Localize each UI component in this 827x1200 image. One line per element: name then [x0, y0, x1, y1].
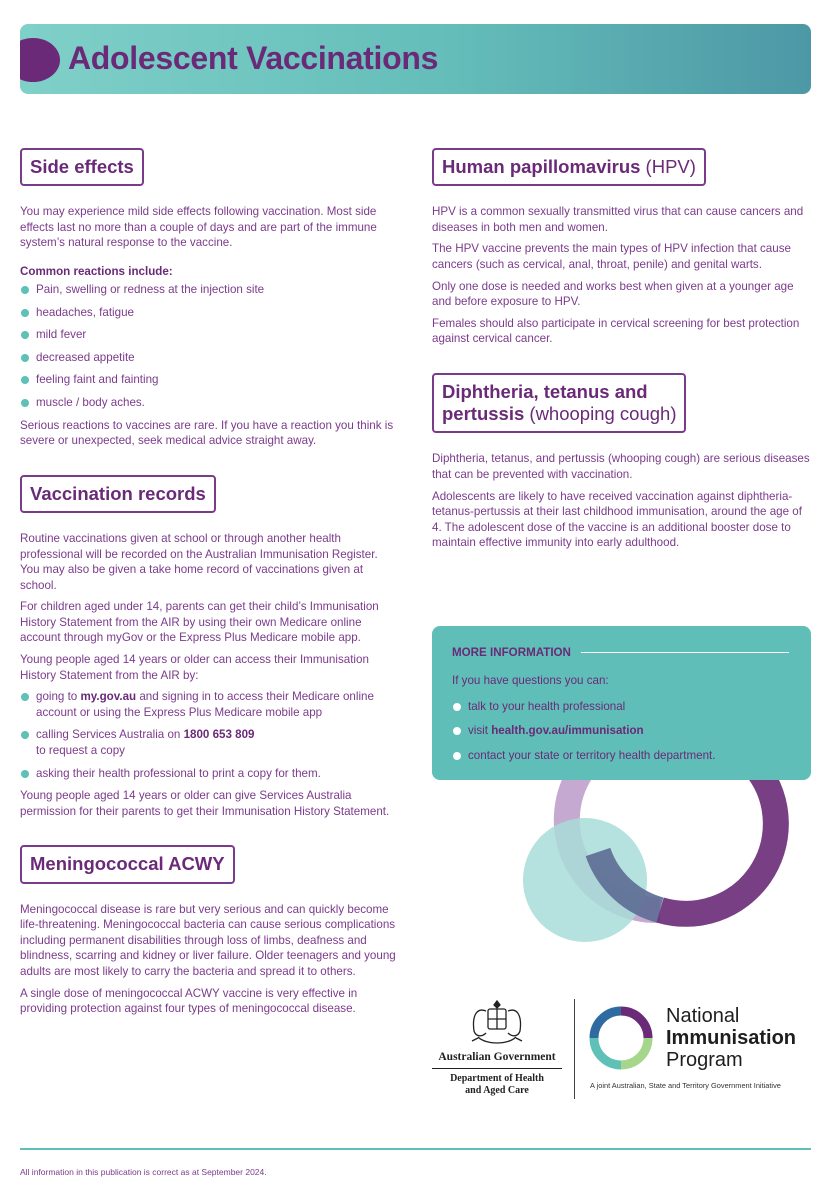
list-item: contact your state or territory health department.: [452, 748, 791, 764]
meningococcal-section: [20, 845, 400, 1016]
decorative-rings: [510, 760, 790, 950]
bullet-dot-icon: [21, 731, 29, 739]
logo-divider: [574, 999, 575, 1099]
bullet-dot-icon: [21, 286, 29, 294]
reactions-subheading: Common reactions include:: [20, 264, 173, 278]
bullet-dot-icon: [21, 399, 29, 407]
footer-rule: [20, 1148, 811, 1150]
list-item: talk to your health professional: [452, 699, 791, 715]
footer-note: All information in this publication is correct as at September 2024.: [20, 1167, 267, 1177]
records-p4: Young people aged 14 years or older can give Services Australia permission for their parents to get their Immunisation History Statement.: [20, 789, 390, 818]
more-info-intro: If you have questions you can:: [452, 674, 609, 687]
list-item: going to my.gov.au and signing in to access their Medicare online account or using the Express Plus Medicare mobile app: [20, 689, 400, 720]
hpv-heading: Human papillomavirus (HPV): [432, 148, 706, 186]
records-p1: Routine vaccinations given at school or through another health professional will be recorded on the Australian Immunisation Register. You may also be given a take home record of vaccinations given at school.: [20, 531, 378, 592]
hpv-p1: HPV is a common sexually transmitted virus that can cause cancers and diseases in both men and women.: [432, 205, 804, 234]
page-title: Adolescent Vaccinations: [68, 40, 439, 76]
dtp-heading: Diphtheria, tetanus and pertussis (whooping cough): [432, 373, 686, 433]
phone-number[interactable]: 1800 653 809: [183, 728, 255, 742]
records-p3: Young people aged 14 years or older can access their Immunisation History Statement from the AIR by:: [20, 653, 369, 682]
dtp-p1: Diphtheria, tetanus, and pertussis (whooping cough) are serious diseases that can be prevented with vaccination.: [432, 452, 810, 481]
list-item: decreased appetite: [20, 350, 400, 366]
list-item: Pain, swelling or redness at the injection site: [20, 282, 400, 298]
reactions-list: [20, 282, 400, 411]
hpv-p4: Females should also participate in cervical screening for best protection against cervical cancer.: [432, 316, 800, 346]
bullet-dot-icon: [21, 354, 29, 362]
hpv-p2: The HPV vaccine prevents the main types of HPV infection that cause cancers (such as cervical, anal, throat, penile) and genital warts.: [432, 242, 791, 271]
records-section: [20, 475, 400, 820]
right-column: [432, 148, 812, 551]
title-rule: [581, 652, 789, 654]
mygov-link[interactable]: my.gov.au: [80, 690, 137, 704]
list-item: muscle / body aches.: [20, 395, 400, 411]
bullet-dot-icon: [453, 703, 461, 711]
header-banner: [20, 24, 811, 94]
dtp-section: [432, 373, 812, 551]
banner-tab-decoration: [20, 38, 60, 82]
records-p2: For children aged under 14, parents can get their child’s Immunisation History Statement from the AIR by using their own Medicare online account through myGov or the Express Plus Medicare mobile app.: [20, 600, 379, 645]
dtp-p2: Adolescents are likely to have received vaccination against diphtheria-tetanus-pertussis at their last childhood immunisation, around the age of 4. The adolescent dose of the vaccine is an additional booster dose to maintain effective immunity into early adulthood.: [432, 489, 802, 550]
bullet-dot-icon: [453, 727, 461, 735]
list-item: mild fever: [20, 327, 400, 343]
department-label: Department of Health and Aged Care: [450, 1073, 544, 1096]
meningococcal-p2: A single dose of meningococcal ACWY vaccine is very effective in providing protection against four types of meningococcal disease.: [20, 986, 358, 1016]
more-info-title: MORE INFORMATION: [452, 646, 791, 659]
list-item: calling Services Australia on 1800 653 809 to request a copy: [20, 727, 400, 758]
side-effects-section: [20, 148, 400, 449]
bullet-dot-icon: [21, 770, 29, 778]
records-heading: Vaccination records: [20, 475, 216, 513]
bullet-dot-icon: [453, 752, 461, 760]
list-item: feeling faint and fainting: [20, 372, 400, 388]
records-list: [20, 689, 400, 781]
side-effects-intro: You may experience mild side effects following vaccination. Most side effects last no more than a couple of days and are part of the immune system’s natural response to the vaccine.: [20, 205, 377, 250]
list-item: asking their health professional to print a copy for them.: [20, 766, 400, 782]
bullet-dot-icon: [21, 693, 29, 701]
list-item: headaches, fatigue: [20, 305, 400, 321]
meningococcal-p1: Meningococcal disease is rare but very serious and can quickly become life-threatening. Meningococcal bacteria can cause serious complications including permanent disabilities through loss of limbs, deafness and blindness, scarring and kidney or liver failure. Older teenagers and young adults are most likely to carry the bacteria and spread it to others.: [20, 902, 396, 978]
coat-of-arms-icon: [464, 997, 530, 1049]
meningococcal-heading: Meningococcal ACWY: [20, 845, 235, 883]
health-gov-link[interactable]: health.gov.au/immunisation: [491, 724, 644, 738]
gov-rule: [432, 1068, 562, 1069]
bullet-dot-icon: [21, 331, 29, 339]
bullet-dot-icon: [21, 376, 29, 384]
nip-tagline: A joint Australian, State and Territory Government Initiative: [590, 1081, 781, 1090]
more-info-box: [432, 626, 811, 780]
bullet-dot-icon: [21, 309, 29, 317]
serious-reactions-text: Serious reactions to vaccines are rare. If you have a reaction you think is severe or unexpected, seek medical advice straight away.: [20, 418, 394, 448]
logos-area: [430, 995, 820, 1105]
australian-government-label: Australian Government: [438, 1051, 556, 1063]
hpv-p3: Only one dose is needed and works best when given at a younger age and before exposure to HPV.: [432, 279, 794, 309]
nip-wordmark: National Immunisation Program: [666, 1005, 797, 1071]
side-effects-heading: Side effects: [20, 148, 144, 186]
hpv-section: [432, 148, 812, 347]
more-info-list: [452, 699, 791, 764]
left-column: [20, 148, 400, 1017]
list-item: visit health.gov.au/immunisation: [452, 723, 791, 739]
nip-ring-logo-icon: [588, 1005, 654, 1071]
